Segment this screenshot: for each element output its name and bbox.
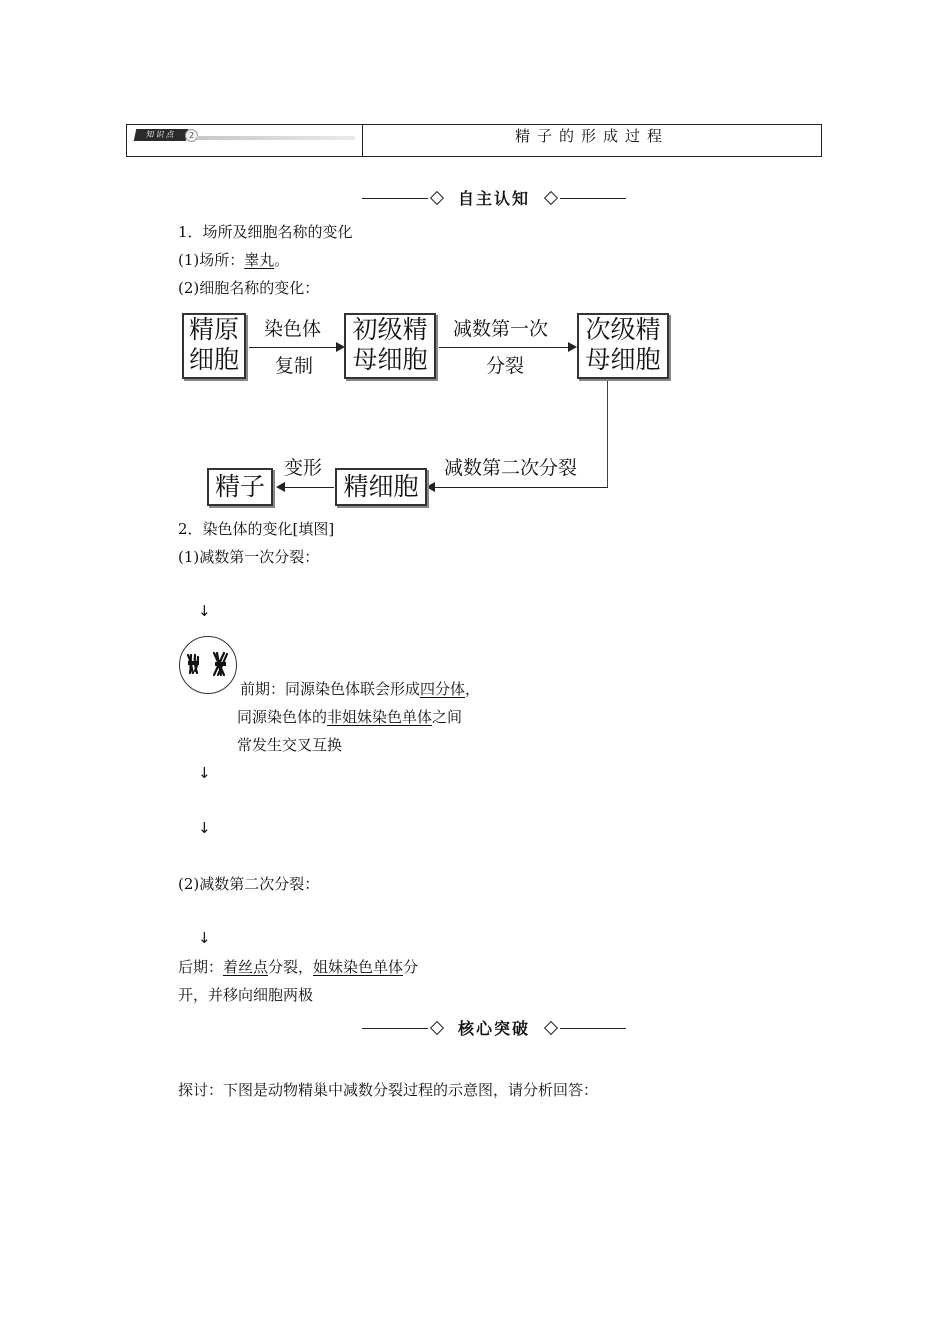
prophase-answer: 四分体 [420,680,466,698]
box-line: 细胞 [188,345,239,374]
knowledge-point-number: 2 [185,129,198,142]
anaphase-suffix: 分 [403,958,419,976]
prophase-line3: 常发生交叉互换 [237,736,343,754]
line2-suffix: 之间 [432,708,463,726]
spermatogonium-box [182,313,246,379]
page-title: 精子的形成过程 [514,127,669,145]
arrow1-line [249,347,337,348]
item1-heading: 1．场所及细胞名称的变化 [178,223,353,241]
knowledge-point-badge: 知识点 [134,129,189,141]
prophase-line2 [237,707,462,727]
knowledge-point-tag [127,125,363,156]
discussion-text: 探讨：下图是动物精巢中减数分裂过程的示意图，请分析回答： [178,1081,599,1099]
section-heading-core-breakthrough [362,1018,626,1040]
place-suffix: 。 [274,251,290,269]
anaphase-line1 [178,957,418,977]
box-line: 次级精 [585,315,661,344]
arrow-right-icon [568,342,577,352]
anaphase-answer2: 姐妹染色单体 [313,958,404,976]
line2-answer: 非姐妹染色单体 [327,708,433,726]
prophase-suffix: ， [465,680,481,698]
meiosis2-heading: (2)减数第二次分裂： [178,875,320,893]
down-arrow-icon: ↓ [198,929,211,947]
prophase-prefix: 前期：同源染色体联会形成 [240,680,421,698]
arrow2-line [439,347,569,348]
place-prefix: (1)场所： [178,251,245,269]
box-line: 初级精 [352,315,428,344]
anaphase-line2: 开，并移向细胞两极 [178,986,314,1004]
down-arrow-icon: ↓ [198,602,211,620]
arrow-left-icon [276,482,285,492]
box-line: 精原 [188,315,239,344]
tetrad-icon [180,637,236,693]
cell-prophase-image [179,636,237,694]
arrow2-bottom-label: 分裂 [486,355,525,377]
sperm-box [207,468,273,506]
box-line: 精子 [214,472,265,501]
anaphase-mid: 分裂， [268,958,314,976]
spermatid-box [335,468,427,506]
line2-prefix: 同源染色体的 [237,708,328,726]
down-arrow-icon: ↓ [198,819,211,837]
arrow3-line [434,487,608,488]
box-line: 精细胞 [343,472,419,501]
diamond-icon [430,1021,444,1035]
place-line [178,250,289,270]
diamond-icon [544,1021,558,1035]
anaphase-answer1: 着丝点 [223,958,269,976]
diamond-icon [430,191,444,205]
meiosis1-heading: (1)减数第一次分裂： [178,548,320,566]
box-line: 母细胞 [352,345,428,374]
arrow1-top-label: 染色体 [264,318,322,340]
primary-spermatocyte-box [344,313,436,379]
arrow4-label: 变形 [284,457,323,479]
down-arrow-icon: ↓ [198,764,211,782]
section-heading-self-study [362,188,626,210]
connector-line [607,381,608,488]
item2-heading: 2．染色体的变化[填图] [178,520,335,538]
secondary-spermatocyte-box [577,313,669,379]
place-answer: 睾丸 [244,251,275,269]
knowledge-point-header [126,124,822,157]
arrow3-label: 减数第二次分裂 [444,457,578,479]
cell-names-heading: (2)细胞名称的变化： [178,279,320,297]
prophase-line1 [240,679,480,699]
arrow-left-icon [426,482,435,492]
anaphase-prefix: 后期： [178,958,224,976]
diamond-icon [544,191,558,205]
section-title: 核心突破 [457,1019,530,1038]
decorative-bar [197,136,355,140]
section-title: 自主认知 [457,189,530,208]
box-line: 母细胞 [585,345,661,374]
arrow2-top-label: 减数第一次 [453,318,549,340]
arrow1-bottom-label: 复制 [275,355,314,377]
arrow4-line [284,487,334,488]
